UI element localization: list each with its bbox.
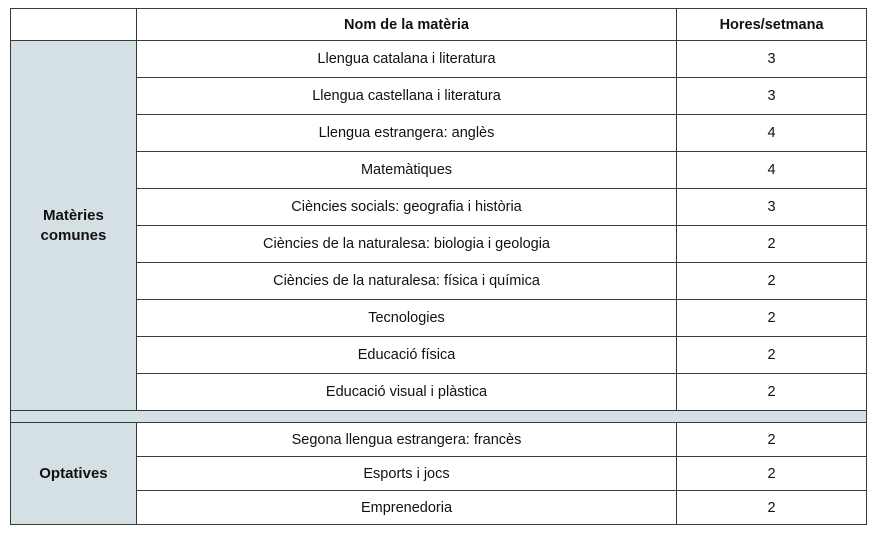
hours-cell: 4: [677, 152, 867, 189]
subject-cell: Llengua catalana i literatura: [136, 41, 676, 78]
table-row: [11, 337, 867, 374]
hours-cell: 3: [677, 41, 867, 78]
table-row: [11, 491, 867, 525]
table-row: [11, 374, 867, 411]
subject-cell: Ciències de la naturalesa: física i química: [136, 263, 676, 300]
subject-cell: Tecnologies: [136, 300, 676, 337]
hours-cell: 3: [677, 78, 867, 115]
subject-cell: Ciències de la naturalesa: biologia i geologia: [136, 226, 676, 263]
table-row: [11, 457, 867, 491]
table-row: [11, 423, 867, 457]
hours-cell: 4: [677, 115, 867, 152]
subject-cell: Emprenedoria: [136, 491, 676, 525]
hours-cell: 2: [677, 457, 867, 491]
hours-cell: 2: [677, 491, 867, 525]
table-row: [11, 152, 867, 189]
group-label-common: [11, 41, 137, 411]
group-separator-row: [11, 411, 867, 423]
group-separator: [11, 411, 867, 423]
hours-cell: 2: [677, 423, 867, 457]
hours-cell: 3: [677, 189, 867, 226]
table-row: [11, 226, 867, 263]
table-row: [11, 115, 867, 152]
subject-cell: Segona llengua estrangera: francès: [136, 423, 676, 457]
subject-cell: Ciències socials: geografia i història: [136, 189, 676, 226]
subject-cell: Llengua castellana i literatura: [136, 78, 676, 115]
subject-cell: Llengua estrangera: anglès: [136, 115, 676, 152]
group-label-line: Matèries: [43, 206, 104, 224]
subjects-table: [10, 8, 867, 525]
table-row: [11, 41, 867, 78]
hours-cell: 2: [677, 263, 867, 300]
header-hours: Hores/setmana: [677, 9, 867, 41]
table-row: [11, 189, 867, 226]
table-row: [11, 78, 867, 115]
table-row: [11, 300, 867, 337]
subject-cell: Educació física: [136, 337, 676, 374]
header-subject: Nom de la matèria: [136, 9, 676, 41]
hours-cell: 2: [677, 226, 867, 263]
header-group-cell: [11, 9, 137, 41]
hours-cell: 2: [677, 374, 867, 411]
subject-cell: Matemàtiques: [136, 152, 676, 189]
table-header-row: [11, 9, 867, 41]
subject-cell: Educació visual i plàstica: [136, 374, 676, 411]
hours-cell: 2: [677, 300, 867, 337]
table-row: [11, 263, 867, 300]
group-label-optional: [11, 423, 137, 525]
group-label-line: comunes: [40, 226, 107, 244]
group-label-line: Optatives: [39, 464, 108, 482]
hours-cell: 2: [677, 337, 867, 374]
subject-cell: Esports i jocs: [136, 457, 676, 491]
